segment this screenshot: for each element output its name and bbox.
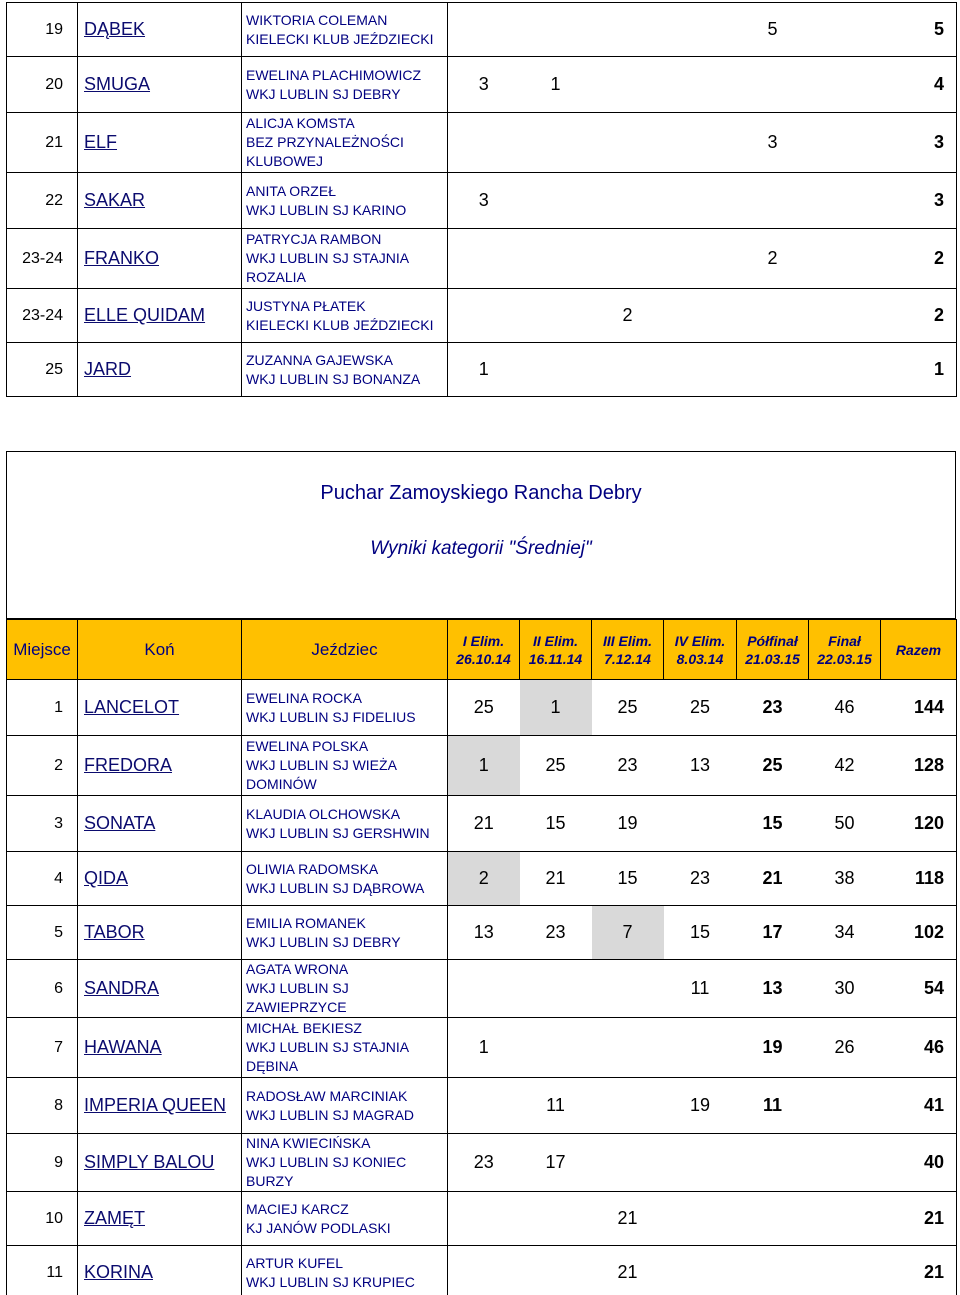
score — [664, 57, 737, 113]
rider-cell — [242, 113, 448, 173]
score: 1 — [448, 736, 520, 796]
score: 42 — [809, 736, 881, 796]
rider-club: WKJ LUBLIN SJ KRUPIEC — [246, 1273, 415, 1290]
score: 19 — [664, 1078, 737, 1134]
score: 13 — [448, 906, 520, 960]
page-title: Puchar Zamoyskiego Rancha Debry — [320, 482, 642, 504]
score — [592, 173, 664, 229]
table-row — [7, 57, 957, 113]
place: 8 — [7, 1078, 78, 1134]
score — [592, 960, 664, 1018]
score — [809, 1134, 881, 1192]
rider-name: ANITA ORZEŁ — [246, 182, 336, 199]
table-row — [7, 173, 957, 229]
rider-name: PATRYCJA RAMBON — [246, 231, 382, 247]
horse-name[interactable]: IMPERIA QUEEN — [78, 1078, 242, 1134]
score — [809, 1078, 881, 1134]
score — [809, 173, 881, 229]
rider-name: EMILIA ROMANEK — [246, 914, 366, 931]
rider-name: OLIWIA RADOMSKA — [246, 860, 379, 877]
score: 21 — [592, 1246, 664, 1295]
score — [592, 343, 664, 397]
rider-club: WKJ LUBLIN SJ MAGRAD — [246, 1106, 415, 1123]
round-date: 26.10.14 — [456, 650, 511, 667]
place: 7 — [7, 1018, 78, 1078]
total: 21 — [881, 1192, 957, 1246]
score — [737, 1192, 809, 1246]
total: 1 — [881, 343, 957, 397]
place: 25 — [7, 343, 78, 397]
table-row — [7, 796, 957, 852]
total: 40 — [881, 1134, 957, 1192]
header-round — [448, 620, 520, 680]
horse-name[interactable]: ZAMĘT — [78, 1192, 242, 1246]
score — [520, 960, 592, 1018]
score — [592, 229, 664, 289]
rider-name: JUSTYNA PŁATEK — [246, 297, 366, 314]
score: 2 — [737, 229, 809, 289]
score — [809, 289, 881, 343]
round-name: III Elim. — [602, 632, 652, 649]
score — [809, 3, 881, 57]
table-row — [7, 960, 957, 1018]
score: 19 — [592, 796, 664, 852]
round-date: 7.12.14 — [604, 650, 651, 667]
horse-name[interactable]: HAWANA — [78, 1018, 242, 1078]
score: 21 — [592, 1192, 664, 1246]
score: 21 — [520, 852, 592, 906]
total: 144 — [881, 680, 957, 736]
rider-cell — [242, 3, 448, 57]
score — [737, 173, 809, 229]
score: 25 — [448, 680, 520, 736]
rider-club: WKJ LUBLIN SJ DĄBROWA — [246, 879, 425, 896]
rider-name: EWELINA POLSKA — [246, 738, 369, 754]
total: 5 — [881, 3, 957, 57]
score: 25 — [520, 736, 592, 796]
header-place: Miejsce — [7, 620, 78, 680]
table-row — [7, 736, 957, 796]
rider-name: WIKTORIA COLEMAN — [246, 11, 388, 28]
total: 118 — [881, 852, 957, 906]
score — [592, 1018, 664, 1078]
rider-cell — [242, 1192, 448, 1246]
score — [809, 343, 881, 397]
score: 50 — [809, 796, 881, 852]
rider-cell — [242, 680, 448, 736]
score: 26 — [809, 1018, 881, 1078]
total: 41 — [881, 1078, 957, 1134]
rider-club: KJ JANÓW PODLASKI — [246, 1219, 391, 1236]
score — [520, 1246, 592, 1295]
rider-name: MACIEJ KARCZ — [246, 1200, 349, 1217]
rider-cell — [242, 906, 448, 960]
rider-club: KIELECKI KLUB JEŹDZIECKI — [246, 316, 434, 333]
rider-cell — [242, 1018, 448, 1078]
total: 120 — [881, 796, 957, 852]
score: 1 — [520, 57, 592, 113]
score — [664, 229, 737, 289]
table-row — [7, 1018, 957, 1078]
rider-name: ARTUR KUFEL — [246, 1254, 343, 1271]
place: 21 — [7, 113, 78, 173]
score — [664, 3, 737, 57]
rider-name: KLAUDIA OLCHOWSKA — [246, 805, 401, 822]
rider-name: MICHAŁ BEKIESZ — [246, 1020, 362, 1036]
horse-name[interactable]: DĄBEK — [78, 3, 242, 57]
title-box — [6, 451, 956, 619]
score — [448, 960, 520, 1018]
score — [737, 343, 809, 397]
score — [737, 1134, 809, 1192]
rider-cell — [242, 173, 448, 229]
score — [520, 229, 592, 289]
place: 23-24 — [7, 229, 78, 289]
score: 15 — [664, 906, 737, 960]
horse-name[interactable]: ELF — [78, 113, 242, 173]
score — [664, 289, 737, 343]
round-name: IV Elim. — [674, 632, 726, 649]
score — [737, 289, 809, 343]
score — [448, 1078, 520, 1134]
rider-cell — [242, 736, 448, 796]
table-row — [7, 1134, 957, 1192]
total: 54 — [881, 960, 957, 1018]
score: 11 — [737, 1078, 809, 1134]
table-row — [7, 229, 957, 289]
rider-club: WKJ LUBLIN SJ DEBRY — [246, 933, 401, 950]
score — [664, 113, 737, 173]
score — [520, 173, 592, 229]
score: 38 — [809, 852, 881, 906]
place: 5 — [7, 906, 78, 960]
horse-name[interactable]: FREDORA — [78, 736, 242, 796]
rider-cell — [242, 289, 448, 343]
score: 23 — [737, 680, 809, 736]
score: 34 — [809, 906, 881, 960]
place: 11 — [7, 1246, 78, 1295]
score: 23 — [664, 852, 737, 906]
header-row — [7, 620, 957, 680]
rider-cell — [242, 852, 448, 906]
place: 20 — [7, 57, 78, 113]
score — [592, 113, 664, 173]
rider-cell — [242, 343, 448, 397]
rider-club: WKJ LUBLIN SJ FIDELIUS — [246, 708, 416, 725]
rider-club: KIELECKI KLUB JEŹDZIECKI — [246, 30, 434, 47]
round-date: 21.03.15 — [745, 650, 800, 667]
rider-club: WKJ LUBLIN SJ STAJNIA ROZALIA — [246, 250, 409, 285]
score — [664, 173, 737, 229]
score — [737, 57, 809, 113]
place: 6 — [7, 960, 78, 1018]
rider-club: WKJ LUBLIN SJ KONIEC BURZY — [246, 1154, 407, 1189]
score — [664, 343, 737, 397]
horse-name[interactable]: TABOR — [78, 906, 242, 960]
horse-name[interactable]: SMUGA — [78, 57, 242, 113]
round-date: 16.11.14 — [528, 650, 583, 667]
total: 128 — [881, 736, 957, 796]
score: 3 — [448, 57, 520, 113]
table-row — [7, 852, 957, 906]
results-table — [6, 679, 957, 1295]
score — [809, 229, 881, 289]
horse-name[interactable]: FRANKO — [78, 229, 242, 289]
score: 1 — [448, 1018, 520, 1078]
score: 15 — [520, 796, 592, 852]
total: 3 — [881, 113, 957, 173]
horse-name[interactable]: QIDA — [78, 852, 242, 906]
place: 22 — [7, 173, 78, 229]
score: 2 — [592, 289, 664, 343]
round-date: 22.03.15 — [817, 650, 872, 667]
score — [664, 796, 737, 852]
score: 15 — [592, 852, 664, 906]
rider-name: RADOSŁAW MARCINIAK — [246, 1087, 408, 1104]
score — [664, 1246, 737, 1295]
round-name: II Elim. — [532, 632, 579, 649]
total: 3 — [881, 173, 957, 229]
score: 23 — [520, 906, 592, 960]
score: 15 — [737, 796, 809, 852]
score — [592, 1078, 664, 1134]
score: 19 — [737, 1018, 809, 1078]
total: 21 — [881, 1246, 957, 1295]
rider-club: BEZ PRZYNALEŻNOŚCI KLUBOWEJ — [246, 134, 404, 169]
table-row — [7, 289, 957, 343]
rider-cell — [242, 960, 448, 1018]
horse-name[interactable]: SONATA — [78, 796, 242, 852]
round-date: 8.03.14 — [676, 650, 724, 667]
place: 3 — [7, 796, 78, 852]
table-row — [7, 113, 957, 173]
score: 3 — [448, 173, 520, 229]
score — [520, 289, 592, 343]
score — [809, 57, 881, 113]
total: 2 — [881, 289, 957, 343]
score — [520, 1192, 592, 1246]
rider-club: WKJ LUBLIN SJ GERSHWIN — [246, 824, 430, 841]
place: 2 — [7, 736, 78, 796]
score: 17 — [737, 906, 809, 960]
score: 23 — [592, 736, 664, 796]
header-round — [664, 620, 737, 680]
score — [520, 1018, 592, 1078]
place: 10 — [7, 1192, 78, 1246]
table-row — [7, 3, 957, 57]
score: 46 — [809, 680, 881, 736]
score — [809, 1192, 881, 1246]
score: 17 — [520, 1134, 592, 1192]
score — [664, 1134, 737, 1192]
rider-cell — [242, 1078, 448, 1134]
score — [664, 1192, 737, 1246]
horse-name[interactable]: ELLE QUIDAM — [78, 289, 242, 343]
total: 2 — [881, 229, 957, 289]
score: 2 — [448, 852, 520, 906]
score: 30 — [809, 960, 881, 1018]
place: 23-24 — [7, 289, 78, 343]
score: 21 — [448, 796, 520, 852]
table-row — [7, 1192, 957, 1246]
rider-name: NINA KWIECIŃSKA — [246, 1135, 371, 1151]
rider-club: WKJ LUBLIN SJ BONANZA — [246, 370, 421, 387]
rider-cell — [242, 796, 448, 852]
score: 7 — [592, 906, 664, 960]
place: 19 — [7, 3, 78, 57]
score — [520, 3, 592, 57]
score: 1 — [520, 680, 592, 736]
score — [809, 113, 881, 173]
table-row — [7, 906, 957, 960]
page-subtitle: Wyniki kategorii "Średniej" — [370, 538, 592, 559]
header-round — [809, 620, 881, 680]
header-rider: Jeździec — [242, 620, 448, 680]
rider-cell — [242, 1134, 448, 1192]
score: 25 — [737, 736, 809, 796]
rider-name: EWELINA PLACHIMOWICZ — [246, 66, 422, 83]
score — [592, 1134, 664, 1192]
horse-name[interactable]: LANCELOT — [78, 680, 242, 736]
horse-name[interactable]: SANDRA — [78, 960, 242, 1018]
score — [592, 57, 664, 113]
round-name: Półfinał — [747, 632, 798, 649]
header-round — [520, 620, 592, 680]
rider-name: AGATA WRONA — [246, 961, 349, 977]
rider-club: WKJ LUBLIN SJ KARINO — [246, 201, 407, 218]
horse-name[interactable]: KORINA — [78, 1246, 242, 1295]
total: 102 — [881, 906, 957, 960]
score: 11 — [520, 1078, 592, 1134]
rider-club: WKJ LUBLIN SJ ZAWIEPRZYCE — [246, 980, 349, 1015]
results-table-top — [6, 2, 957, 397]
score — [448, 289, 520, 343]
rider-cell — [242, 1246, 448, 1295]
score — [737, 1246, 809, 1295]
score — [448, 229, 520, 289]
score — [448, 1192, 520, 1246]
rider-club: WKJ LUBLIN SJ DEBRY — [246, 85, 401, 102]
rider-cell — [242, 229, 448, 289]
score: 13 — [664, 736, 737, 796]
rider-club: WKJ LUBLIN SJ STAJNIA DĘBINA — [246, 1039, 409, 1074]
place: 4 — [7, 852, 78, 906]
header-total: Razem — [881, 620, 957, 680]
horse-name[interactable]: SIMPLY BALOU — [78, 1134, 242, 1192]
results-table-header — [6, 619, 957, 680]
rider-name: ZUZANNA GAJEWSKA — [246, 351, 394, 368]
score — [664, 1018, 737, 1078]
score: 1 — [448, 343, 520, 397]
table-row — [7, 343, 957, 397]
score: 21 — [737, 852, 809, 906]
total: 46 — [881, 1018, 957, 1078]
score: 5 — [737, 3, 809, 57]
score: 25 — [664, 680, 737, 736]
score: 11 — [664, 960, 737, 1018]
score — [809, 1246, 881, 1295]
score: 25 — [592, 680, 664, 736]
score — [592, 3, 664, 57]
score — [520, 113, 592, 173]
score — [448, 1246, 520, 1295]
rider-name: ALICJA KOMSTA — [246, 115, 355, 131]
rider-name: EWELINA ROCKA — [246, 689, 362, 706]
rider-cell — [242, 57, 448, 113]
place: 9 — [7, 1134, 78, 1192]
score — [448, 113, 520, 173]
header-round — [592, 620, 664, 680]
horse-name[interactable]: SAKAR — [78, 173, 242, 229]
table-row — [7, 680, 957, 736]
score — [448, 3, 520, 57]
rider-club: WKJ LUBLIN SJ WIEŻA DOMINÓW — [246, 757, 397, 792]
place: 1 — [7, 680, 78, 736]
score: 23 — [448, 1134, 520, 1192]
total: 4 — [881, 57, 957, 113]
header-horse: Koń — [78, 620, 242, 680]
horse-name[interactable]: JARD — [78, 343, 242, 397]
round-name: Finał — [828, 632, 861, 649]
table-row — [7, 1246, 957, 1295]
round-name: I Elim. — [462, 632, 505, 649]
header-round — [737, 620, 809, 680]
table-row — [7, 1078, 957, 1134]
score: 3 — [737, 113, 809, 173]
score — [520, 343, 592, 397]
score: 13 — [737, 960, 809, 1018]
